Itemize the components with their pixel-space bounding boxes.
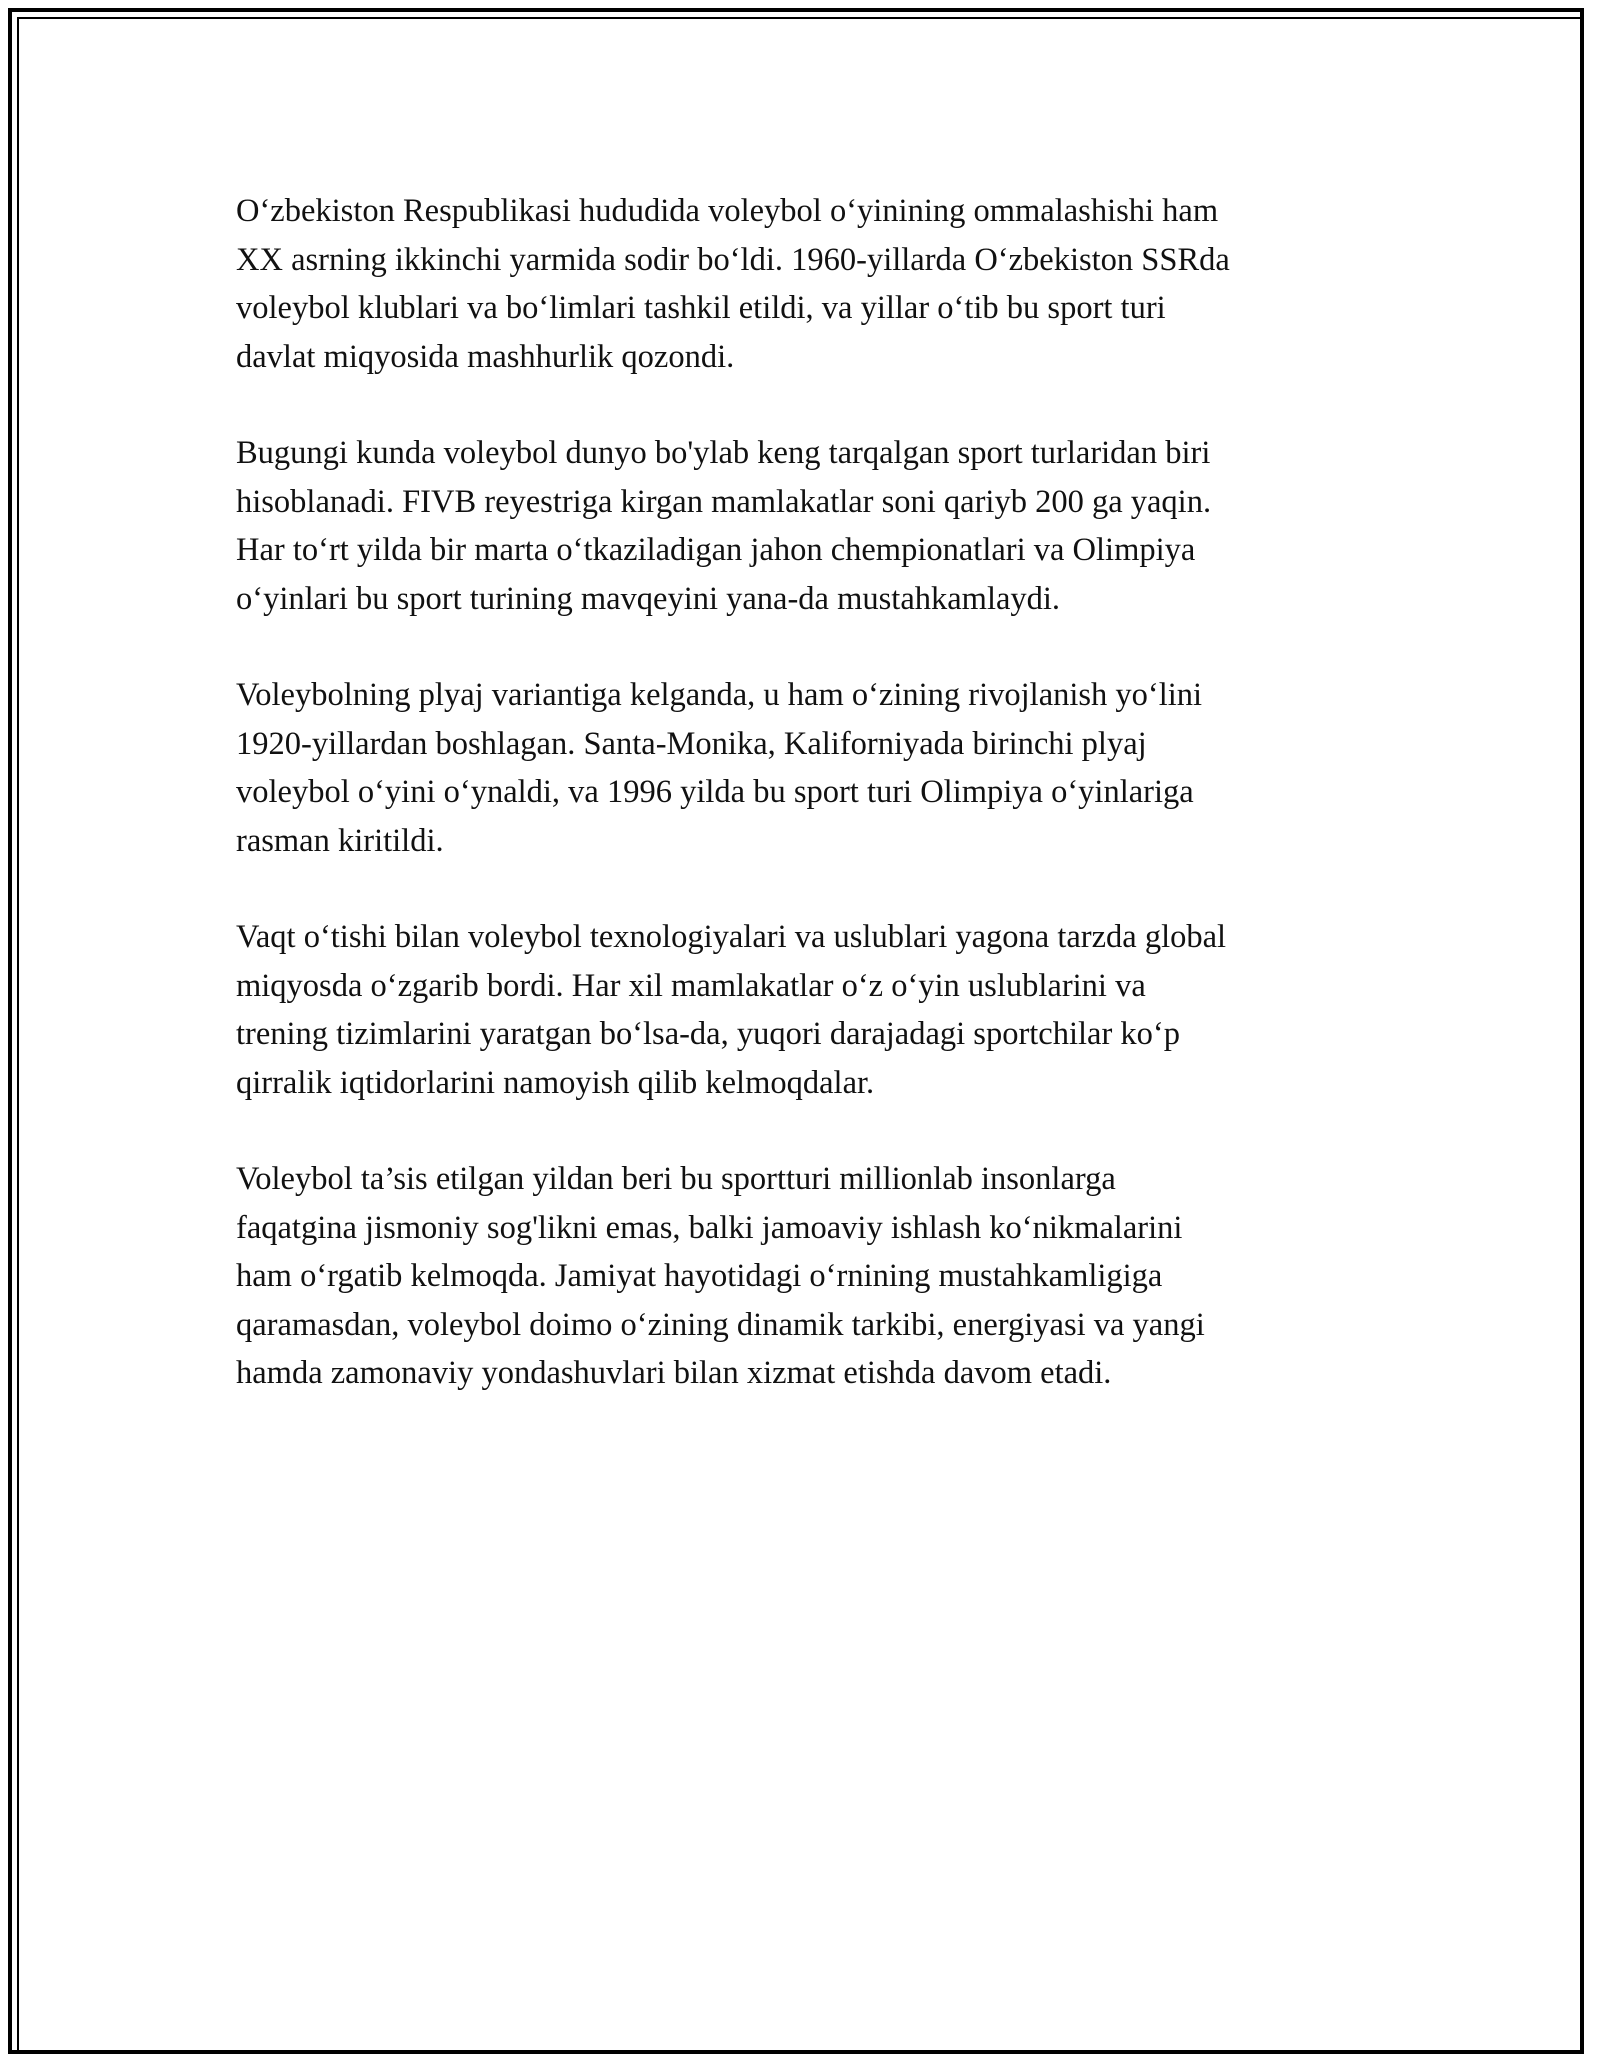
paragraph-1: O‘zbekiston Respublikasi hududida voleybol o‘yinining ommalashishi ham XX asrning ikkinchi yarmida sodir bo‘ldi. 1960-yillarda O‘zbekiston SSRda voleybol klublari va bo‘limlari tashkil etildi, va yillar o‘tib bu sport turi davlat miqyosida mashhurlik qozondi.: [236, 193, 1230, 375]
paragraph-2: Bugungi kunda voleybol dunyo bo'ylab keng tarqalgan sport turlaridan biri hisoblanadi. FIVB reyestriga kirgan mamlakatlar soni qariyb 200 ga yaqin. Har to‘rt yilda bir marta o‘tkaziladigan jahon chempionatlari va Olimpiya o‘yinlari bu sport turining mavqeyini yana-da mustahkamlaydi.: [236, 435, 1212, 617]
paragraph-4: Vaqt o‘tishi bilan voleybol texnologiyalari va uslublari yagona tarzda global miqyosda o‘zgarib bordi. Har xil mamlakatlar o‘z o‘yin uslublarini va trening tizimlarini yaratgan bo‘lsa-da, yuqori darajadagi sportchilar ko‘p qirralik iqtidorlarini namoyish qilib kelmoqdalar.: [236, 919, 1227, 1101]
paragraph-3: Voleybolning plyaj variantiga kelganda, u ham o‘zining rivojlanish yo‘lini 1920-yillardan boshlagan. Santa-Monika, Kaliforniyada birinchi plyaj voleybol o‘yini o‘ynaldi, va 1996 yilda bu sport turi Olimpiya o‘yinlariga rasman kiritildi.: [236, 677, 1203, 859]
document-body: [236, 187, 1371, 1446]
paragraph-5: Voleybol ta’sis etilgan yildan beri bu sportturi millionlab insonlarga faqatgina jismoniy sog'likni emas, balki jamoaviy ishlash ko‘nikmalarini ham o‘rgatib kelmoqda. Jamiyat hayotidagi o‘rnining mustahkamligiga qaramasdan, voleybol doimo o‘zining dinamik tarkibi, energiyasi va yangi hamda zamonaviy yondashuvlari bilan xizmat etishda davom etadi.: [236, 1161, 1205, 1391]
